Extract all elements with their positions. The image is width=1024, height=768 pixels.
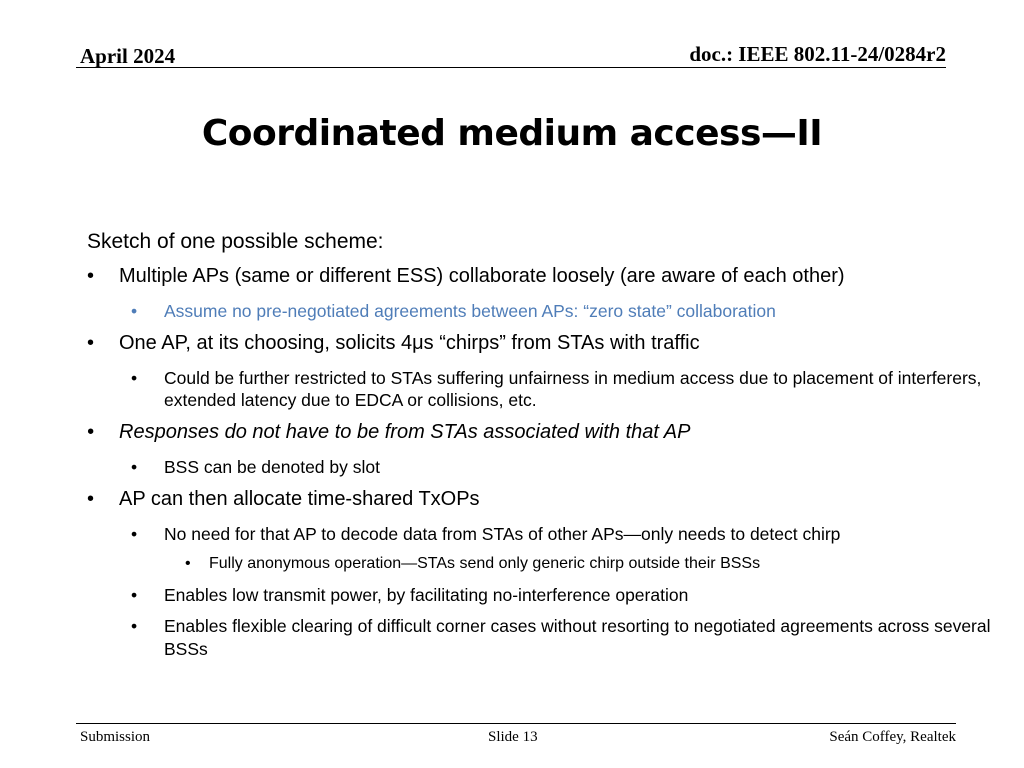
bullet-text: BSS can be denoted by slot [164,456,380,477]
bullet-item [87,300,1017,322]
bullet-text: Enables flexible clearing of difficult corner cases without resorting to negotiated agreements across several BSSs [164,616,991,659]
bullet-item [87,331,1017,357]
bullet-icon: • [87,331,95,354]
bullet-item [87,420,1017,446]
bullet-text: Fully anonymous operation—STAs send only generic chirp outside their BSSs [209,555,761,573]
lead-text: Sketch of one possible scheme: [87,230,384,253]
bullet-icon: • [87,265,95,287]
bullet-text: Responses do not have to be from STAs associated with that AP [119,421,691,444]
footer-rule [76,723,956,724]
bullet-item [87,456,1017,478]
bullet-icon: • [131,584,138,605]
bullet-item [87,615,1017,660]
bullet-icon: • [87,488,95,511]
bullet-text: One AP, at its choosing, solicits 4μs “chirps” from STAs with traffic [119,331,700,354]
bullet-item [87,554,1017,574]
footer-submission: Submission [80,729,151,745]
bullet-text: Could be further restricted to STAs suffering unfairness in medium access due to placement of interferers, extended latency due to EDCA or collisions, etc. [164,367,982,410]
header-rule [76,67,946,68]
bullet-text: No need for that AP to decode data from STAs of other APs—only needs to detect chirp [164,523,841,544]
bullet-icon: • [131,523,138,544]
header-date: April 2024 [80,44,176,68]
slide-body [87,230,1017,669]
bullet-item [87,367,1017,412]
footer-slide-number: Slide 13 [488,729,538,745]
bullet-item [87,487,1017,513]
bullet-icon: • [131,300,138,321]
bullet-icon: • [185,555,191,573]
bullet-text: AP can then allocate time-shared TxOPs [119,488,480,511]
bullet-item [87,264,1017,290]
bullet-icon: • [131,367,138,388]
bullet-icon: • [131,456,138,477]
bullet-item [87,584,1017,606]
bullet-icon: • [131,616,138,637]
bullet-text: Assume no pre-negotiated agreements between APs: “zero state” collaboration [164,300,776,321]
footer-author: Seán Coffey, Realtek [829,729,956,745]
slide-title: Coordinated medium access—II [201,113,823,154]
bullet-text: Multiple APs (same or different ESS) collaborate loosely (are aware of each other) [119,265,845,287]
header-doc-id: doc.: IEEE 802.11-24/0284r2 [689,42,946,66]
bullet-icon: • [87,421,95,444]
bullet-text: Enables low transmit power, by facilitating no-interference operation [164,584,689,605]
bullet-item [87,523,1017,545]
